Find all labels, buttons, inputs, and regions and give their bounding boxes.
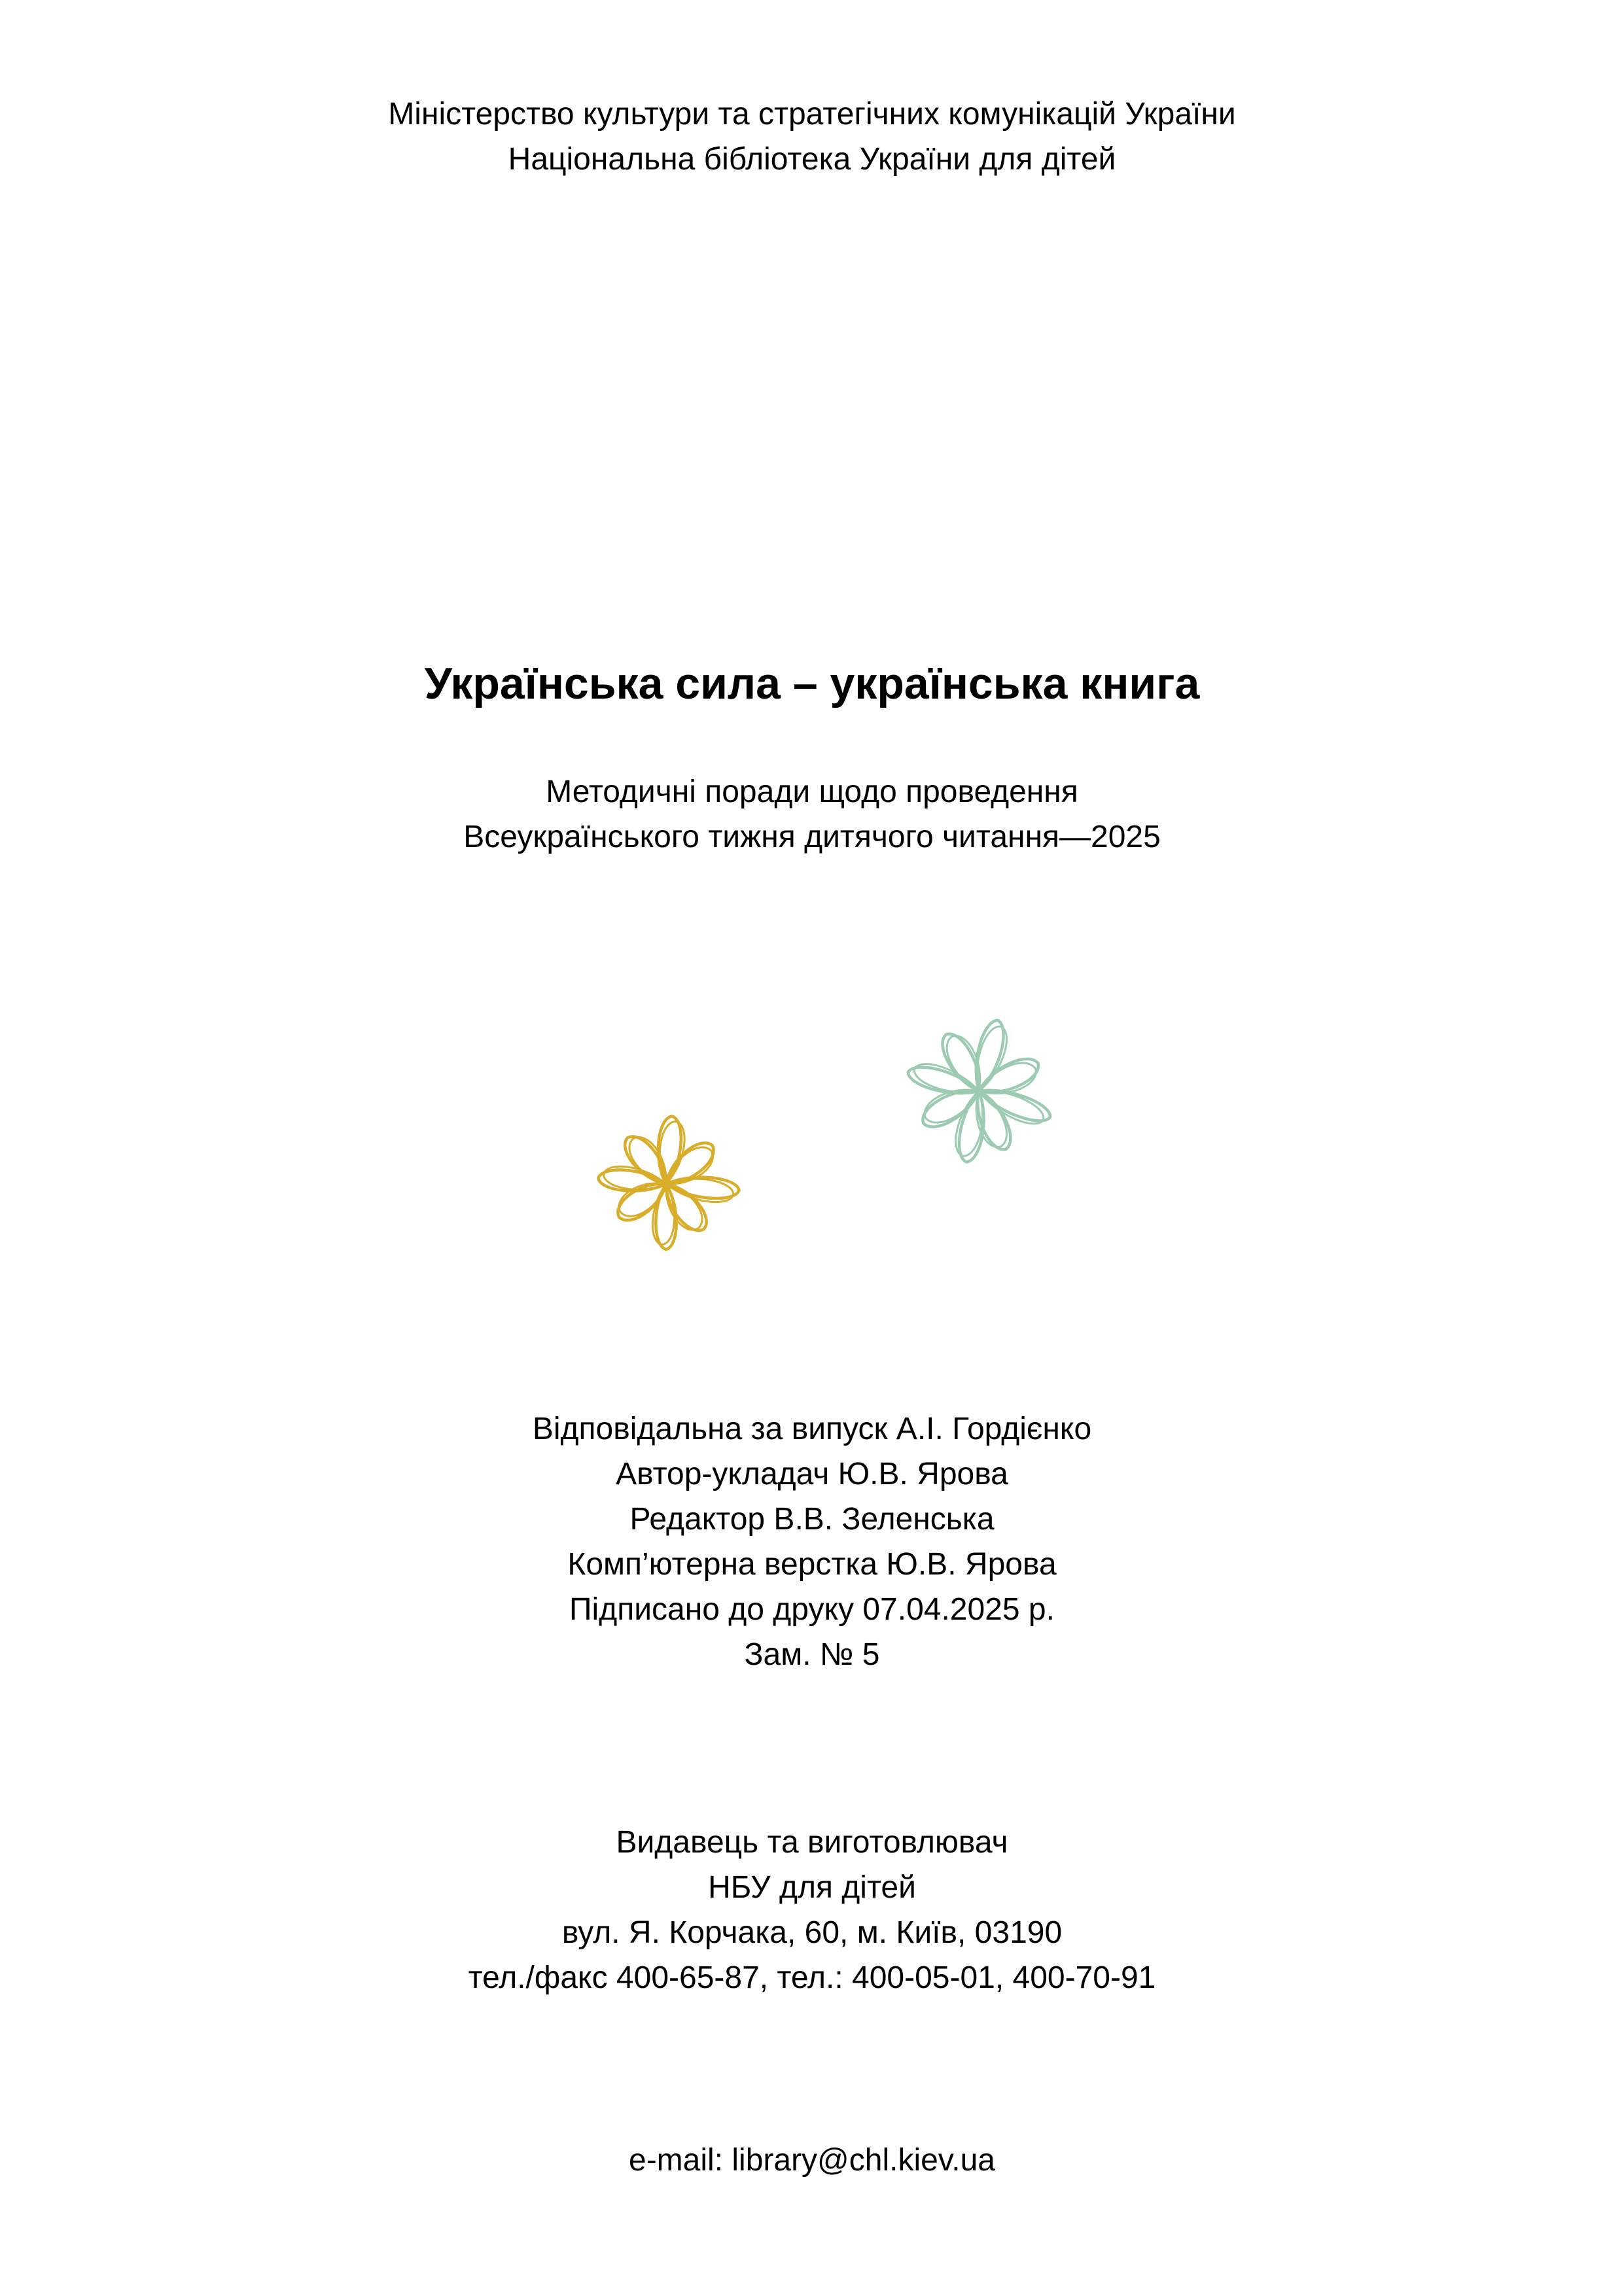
document-subtitle — [0, 769, 1624, 860]
email-line: e-mail: library@chl.kiev.ua — [629, 2143, 995, 2178]
credits-block — [0, 1406, 1624, 1677]
yellow-flower-icon — [588, 1112, 745, 1256]
credits-line: Зам. № 5 — [744, 1637, 880, 1672]
publisher-block — [0, 1820, 1624, 2000]
flower-petal — [602, 1164, 668, 1195]
contact-email — [0, 2138, 1624, 2183]
subtitle-line-1: Методичні поради щодо проведення — [546, 774, 1078, 809]
credits-line: Підписано до друку 07.04.2025 р. — [569, 1592, 1055, 1627]
green-flower-icon — [900, 1013, 1057, 1170]
flower-petal — [664, 1174, 735, 1206]
credits-line: Відповідальна за випуск А.І. Гордієнко — [532, 1412, 1092, 1446]
publisher-line: тел./факс 400-65-87, тел.: 400-05-01, 400-70-91 — [468, 1960, 1156, 1995]
subtitle-line-2: Всеукраїнського тижня дитячого читання—2025 — [463, 820, 1161, 854]
library-name: Національна бібліотека України для дітей — [508, 142, 1116, 177]
credits-line: Автор-укладач Ю.В. Ярова — [616, 1457, 1008, 1491]
publisher-line: Видавець та виготовлювач — [616, 1825, 1008, 1860]
document-title: Українська сила – українська книга — [424, 659, 1200, 708]
credits-line: Комп’ютерна верстка Ю.В. Ярова — [567, 1547, 1057, 1582]
ministry-name: Міністерство культури та стратегічних комунікацій України — [388, 97, 1236, 131]
publisher-line: вул. Я. Корчака, 60, м. Київ, 03190 — [561, 1915, 1063, 1950]
publisher-header — [0, 92, 1624, 182]
credits-line: Редактор В.В. Зеленська — [629, 1502, 995, 1537]
publisher-line: НБУ для дітей — [708, 1870, 916, 1905]
